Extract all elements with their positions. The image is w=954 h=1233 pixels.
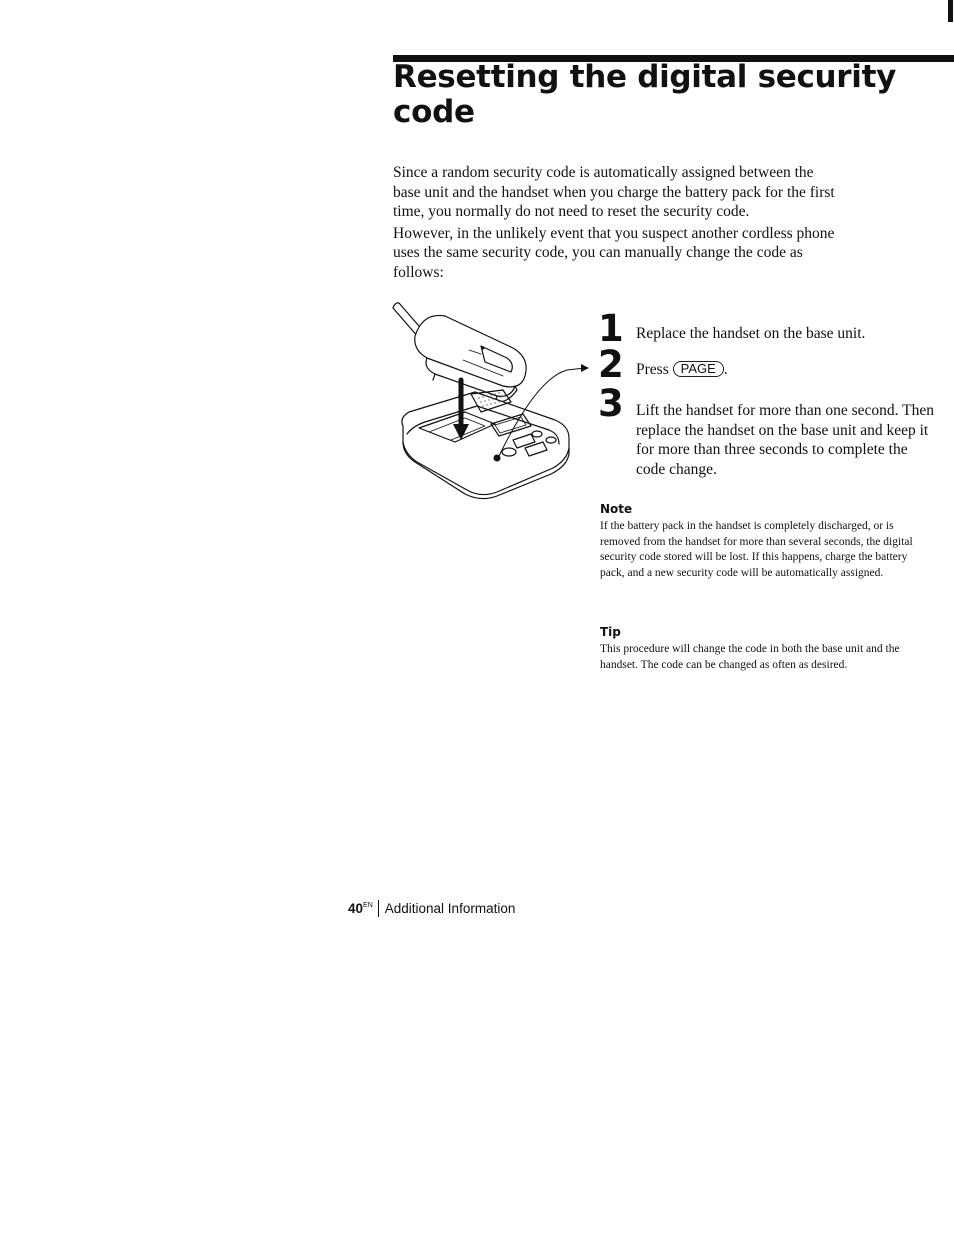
step-number: 3 xyxy=(598,382,624,425)
intro-paragraph: Since a random security code is automatically assigned between the base unit and the handset when you charge the battery pack for the first time, you normally do not need to reset the security code. xyxy=(393,164,835,220)
step-text: Replace the handset on the base unit. xyxy=(636,325,866,342)
step-text-press: Press xyxy=(636,361,669,378)
page-number xyxy=(348,901,373,916)
page-footer xyxy=(348,897,515,918)
intro-text xyxy=(393,163,838,284)
note-heading: Note xyxy=(600,502,633,516)
page-key-label: PAGE xyxy=(673,361,724,377)
cordless-phone-on-base-illustration xyxy=(385,298,590,506)
tip-heading: Tip xyxy=(600,625,621,639)
footer-section: Additional Information xyxy=(384,901,516,916)
step-text xyxy=(636,360,936,380)
page-edge-mark xyxy=(948,0,953,22)
intro-paragraph: However, in the unlikely event that you suspect another cordless phone uses the same security code, you can manually change the code as follows: xyxy=(393,224,835,281)
page-number-value: 40 xyxy=(348,901,364,916)
note-body: If the battery pack in the handset is completely discharged, or is removed from the handset for more than several seconds, the digital security code stored will be lost. If this happens, charge the battery pack, and a new security code will be automatically assigned. xyxy=(600,520,913,579)
step-number: 1 xyxy=(598,307,624,350)
step-text-period: . xyxy=(723,361,728,378)
step-number: 2 xyxy=(598,343,624,386)
page-number-suffix: EN xyxy=(363,902,373,909)
step-text: Lift the handset for more than one second. Then replace the handset on the base unit and keep it for more than three seconds to complete the code change. xyxy=(636,402,934,478)
page-title: Resetting the digital security code xyxy=(393,59,897,130)
tip-body: This procedure will change the code in both the base unit and the handset. The code can be changed as often as desired. xyxy=(600,643,900,671)
footer-divider xyxy=(378,900,379,917)
